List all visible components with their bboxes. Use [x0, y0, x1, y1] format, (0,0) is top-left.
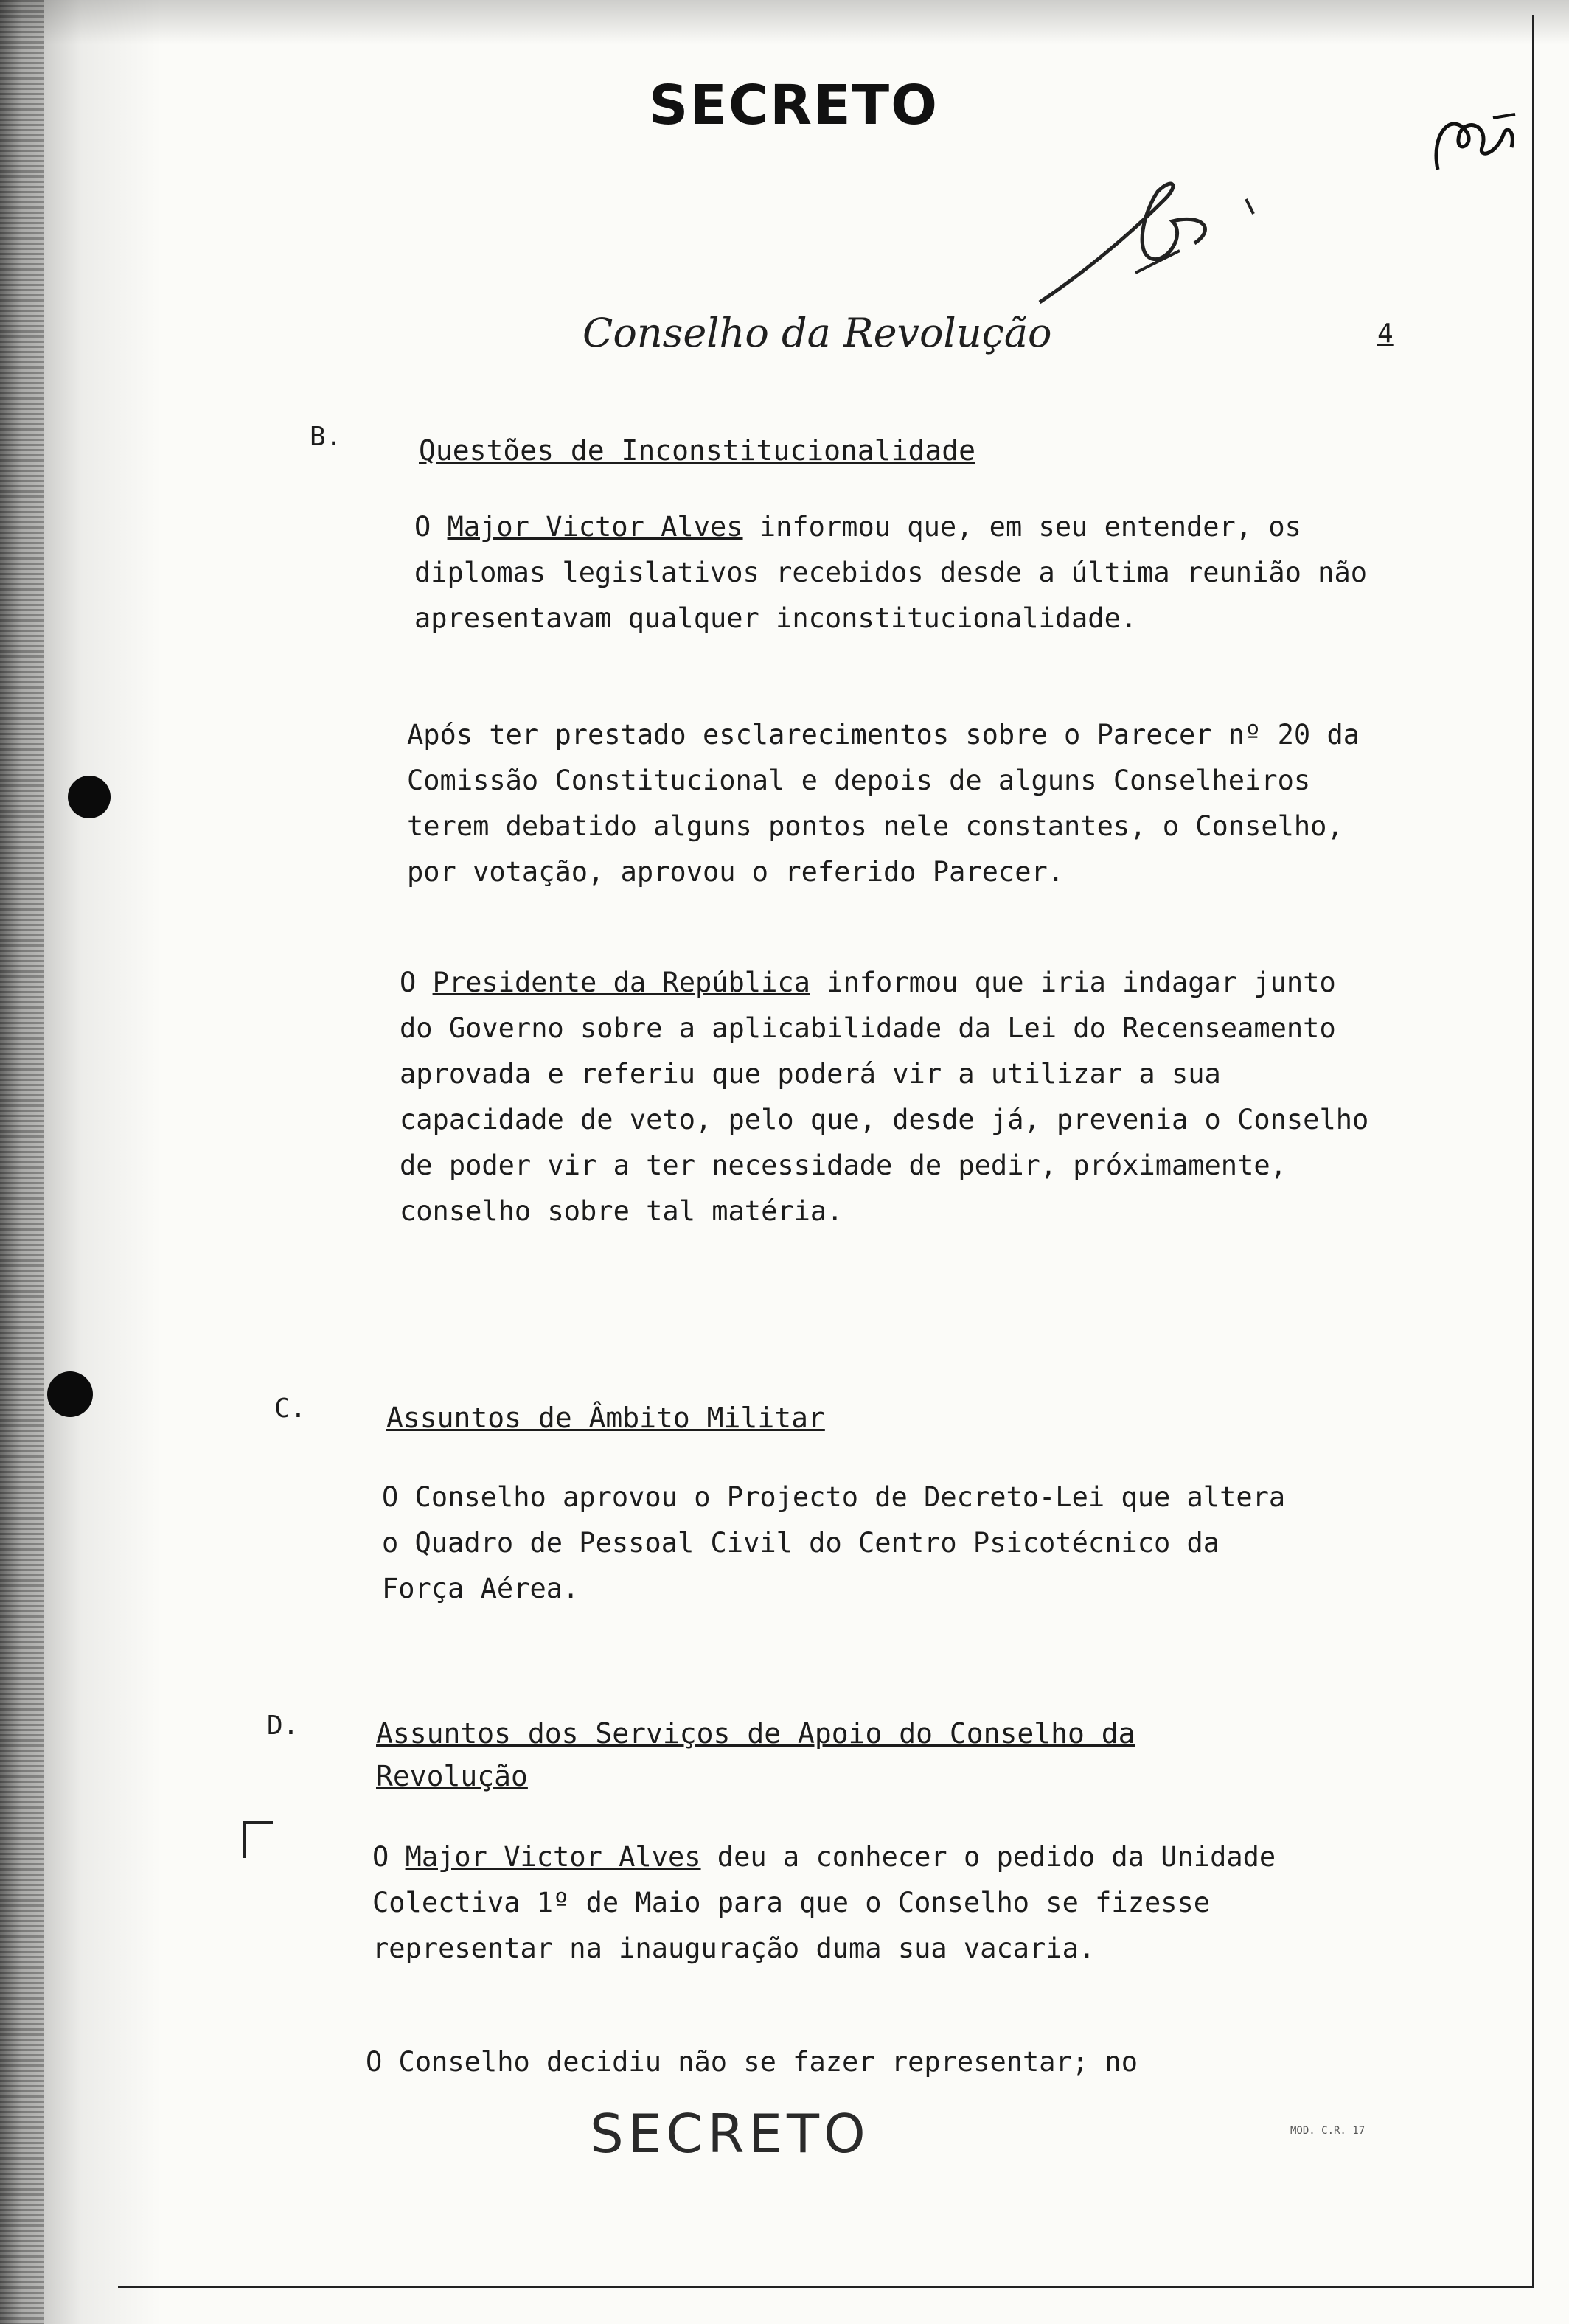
paragraph-b3 — [400, 960, 1373, 1234]
section-title-b: Questões de Inconstitucionalidade — [419, 434, 975, 467]
section-letter-b: B. — [310, 422, 342, 452]
paragraph-b1 — [414, 504, 1388, 641]
corner-mark-icon — [243, 1821, 273, 1858]
secret-stamp-bottom: SECRETO — [590, 2103, 870, 2165]
letterhead: Conselho da Revolução — [582, 310, 1052, 356]
paragraph-d1 — [372, 1834, 1301, 1972]
speaker-name: Major Victor Alves — [447, 511, 743, 543]
paragraph-b1-lead: O — [414, 511, 448, 543]
speaker-name: Major Victor Alves — [405, 1841, 701, 1873]
section-letter-c: C. — [274, 1394, 307, 1424]
paragraph-d1-text: deu a conhecer o pedido da Unidade Colectiva 1º de Maio para que o Conselho se fizesse representar na inauguração duma sua vacaria. — [372, 1841, 1276, 1964]
paragraph-d1-lead: O — [372, 1841, 406, 1873]
paragraph-c1: O Conselho aprovou o Projecto de Decreto-Lei que altera o Quadro de Pessoal Civil do Centro Psicotécnico da Força Aérea. — [382, 1481, 1286, 1604]
punch-hole-bottom — [47, 1371, 93, 1417]
paragraph-b1-text: informou que, em seu entender, os diplomas legislativos recebidos desde a última reunião não apresentavam qualquer inconstitucionalidade. — [414, 511, 1368, 634]
scan-border-bottom — [118, 2286, 1534, 2288]
section-letter-d: D. — [267, 1711, 299, 1741]
speaker-name: Presidente da República — [432, 967, 810, 998]
scan-border-right — [1532, 15, 1534, 2286]
section-title-d: Assuntos dos Serviços de Apoio do Conselho da Revolução — [376, 1717, 1135, 1792]
paragraph-b3-text: informou que iria indagar junto do Governo sobre a aplicabilidade da Lei do Recenseamento aprovada e referiu que poderá vir a utilizar a sua capacidade de veto, pelo que, desde já, prevenia o Conselho de poder vir a ter necessidade de pedir, próximamente, conselho sobre tal matéria. — [400, 967, 1369, 1227]
initials-signature-icon — [1423, 103, 1526, 184]
secret-stamp-top: SECRETO — [649, 74, 939, 137]
paragraph-d2: O Conselho decidiu não se fazer representar; no — [366, 2046, 1138, 2078]
paragraph-b2: Após ter prestado esclarecimentos sobre o Parecer nº 20 da Comissão Constitucional e depois de alguns Conselheiros terem debatido alguns pontos nele constantes, o Conselho, por votação, aprovou o referido Parecer. — [407, 719, 1360, 888]
paragraph-b3-lead: O — [400, 967, 433, 998]
document-form-mark: MOD. C.R. 17 — [1290, 2125, 1366, 2137]
scan-edge-noise — [0, 0, 44, 2324]
punch-hole-top — [68, 776, 111, 818]
section-title-c: Assuntos de Âmbito Militar — [386, 1402, 825, 1434]
page-number: 4 — [1377, 319, 1394, 349]
signature-icon — [1025, 170, 1268, 317]
